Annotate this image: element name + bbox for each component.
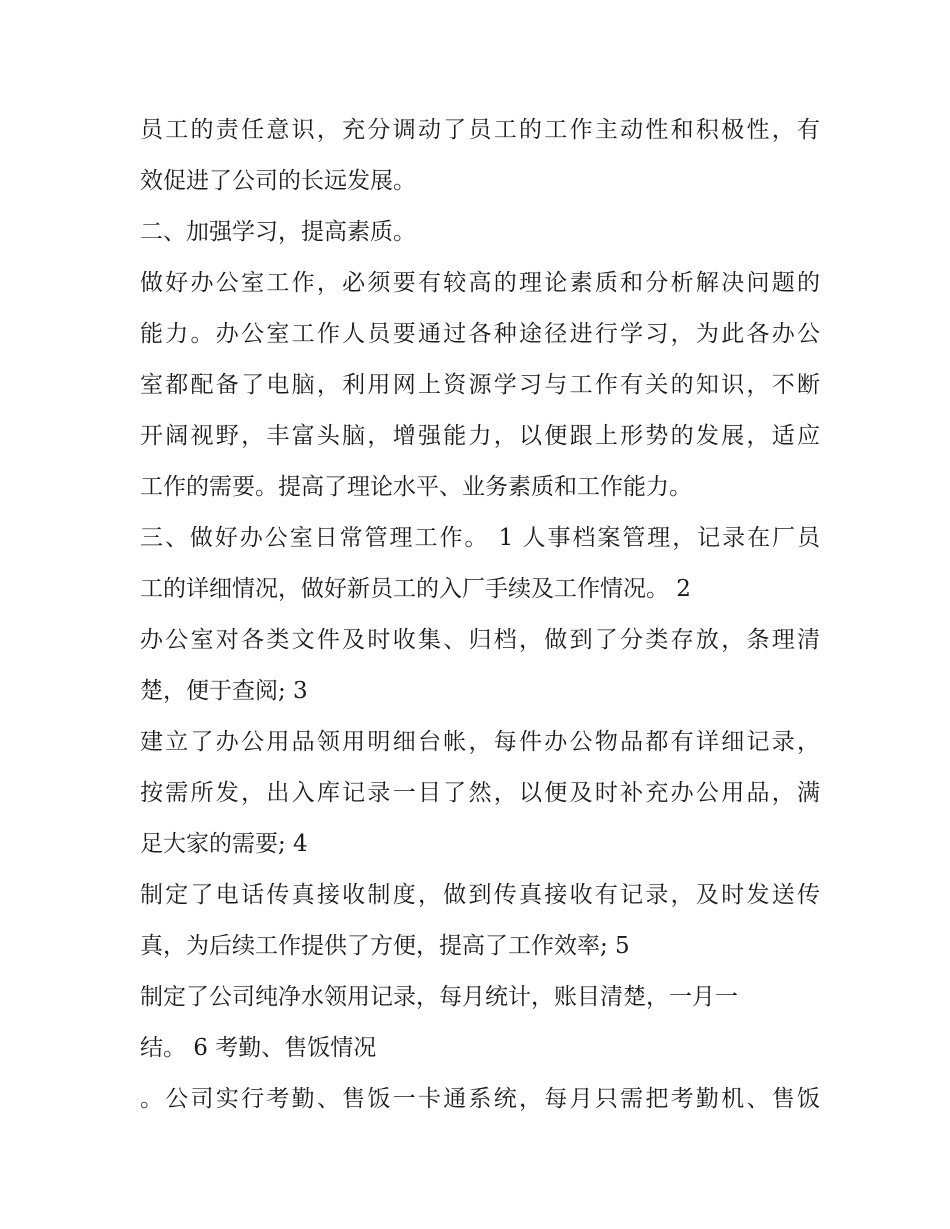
text-line: 制定了公司纯净水领用记录，每月统计，账目清楚，一月一 <box>140 984 738 1010</box>
section-heading: 三、做好办公室日常管理工作。 1 人事档案管理，记录在厂员 <box>140 525 820 551</box>
text-line: 制定了电话传真接收制度，做到传真接收有记录，及时发送传 <box>140 882 820 908</box>
text-line: 办公室对各类文件及时收集、归档，做到了分类存放，条理清 <box>140 627 820 653</box>
text-line: 工作的需要。提高了理论水平、业务素质和工作能力。 <box>140 474 692 500</box>
text-line: 足大家的需要; 4 <box>140 831 308 857</box>
text-line: 开阔视野，丰富头脑，增强能力，以便跟上形势的发展，适应 <box>140 423 820 449</box>
text-line: 能力。办公室工作人员要通过各种途径进行学习，为此各办公 <box>140 321 820 347</box>
text-line: 按需所发，出入库记录一目了然，以便及时补充办公用品，满 <box>140 780 820 806</box>
section-heading: 二、加强学习，提高素质。 <box>140 219 416 245</box>
text-line: 工的详细情况，做好新员工的入厂手续及工作情况。 2 <box>140 576 691 602</box>
text-line: 效促进了公司的长远发展。 <box>140 168 416 194</box>
text-line: 员工的责任意识，充分调动了员工的工作主动性和积极性，有 <box>140 117 820 143</box>
text-line: 楚，便于查阅; 3 <box>140 678 308 704</box>
text-line: 建立了办公用品领用明细台帐，每件办公物品都有详细记录， <box>140 729 820 755</box>
text-line: 结。 6 考勤、售饭情况 <box>140 1035 377 1061</box>
text-line: 室都配备了电脑，利用网上资源学习与工作有关的知识，不断 <box>140 372 820 398</box>
text-line: 。公司实行考勤、售饭一卡通系统，每月只需把考勤机、售饭 <box>140 1086 820 1112</box>
text-line: 做好办公室工作，必须要有较高的理论素质和分析解决问题的 <box>140 270 820 296</box>
text-line: 真，为后续工作提供了方便，提高了工作效率; 5 <box>140 933 630 959</box>
